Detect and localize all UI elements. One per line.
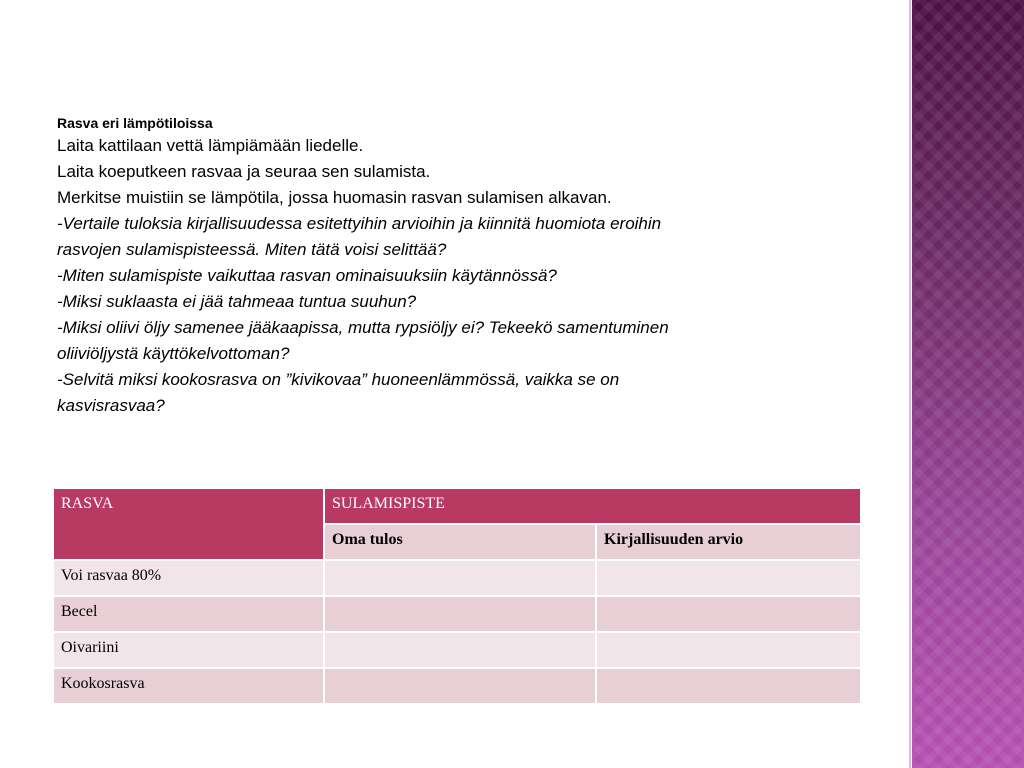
row-name-cell: Kookosrasva — [53, 668, 324, 704]
oma-tulos-cell[interactable] — [324, 668, 596, 704]
question-line: -Miksi oliivi öljy samenee jääkaapissa, mutta rypsiöljy ei? Tekeekö samentuminen oliiviöljystä käyttökelvottoman? — [57, 318, 669, 363]
melting-point-table — [52, 487, 862, 705]
header-rasva: RASVA — [53, 488, 324, 560]
table-row — [53, 668, 861, 704]
row-name-cell: Voi rasvaa 80% — [53, 560, 324, 596]
kirjallisuus-cell[interactable] — [596, 668, 861, 704]
decorative-side-bar — [912, 0, 1024, 768]
table-row — [53, 560, 861, 596]
header-sulamispiste: SULAMISPISTE — [324, 488, 861, 524]
row-name-cell: Oivariini — [53, 632, 324, 668]
oma-tulos-cell[interactable] — [324, 596, 596, 632]
instruction-line: Laita koeputkeen rasvaa ja seuraa sen sulamista. — [57, 162, 431, 181]
question-line: -Miten sulamispiste vaikuttaa rasvan ominaisuuksiin käytännössä? — [57, 266, 557, 285]
kirjallisuus-cell[interactable] — [596, 632, 861, 668]
instruction-line: Laita kattilaan vettä lämpiämään liedelle. — [57, 136, 364, 155]
oma-tulos-cell[interactable] — [324, 560, 596, 596]
kirjallisuus-cell[interactable] — [596, 560, 861, 596]
subheader-oma-tulos: Oma tulos — [324, 524, 596, 560]
side-divider-line — [909, 0, 911, 768]
subheader-kirjallisuuden-arvio: Kirjallisuuden arvio — [596, 524, 861, 560]
question-line: -Miksi suklaasta ei jää tahmeaa tuntua suuhun? — [57, 292, 417, 311]
row-name-cell: Becel — [53, 596, 324, 632]
slide-text — [57, 113, 727, 419]
instruction-line: Merkitse muistiin se lämpötila, jossa huomasin rasvan sulamisen alkavan. — [57, 188, 612, 207]
question-line: -Selvitä miksi kookosrasva on ”kivikovaa” huoneenlämmössä, vaikka se on kasvisrasvaa? — [57, 370, 620, 415]
question-line: -Vertaile tuloksia kirjallisuudessa esitettyihin arvioihin ja kiinnitä huomiota eroihin rasvojen sulamispisteessä. Miten tätä voisi selittää? — [57, 214, 662, 259]
kirjallisuus-cell[interactable] — [596, 596, 861, 632]
oma-tulos-cell[interactable] — [324, 632, 596, 668]
table-row — [53, 596, 861, 632]
table-row — [53, 632, 861, 668]
slide-heading: Rasva eri lämpötiloissa — [57, 115, 213, 131]
